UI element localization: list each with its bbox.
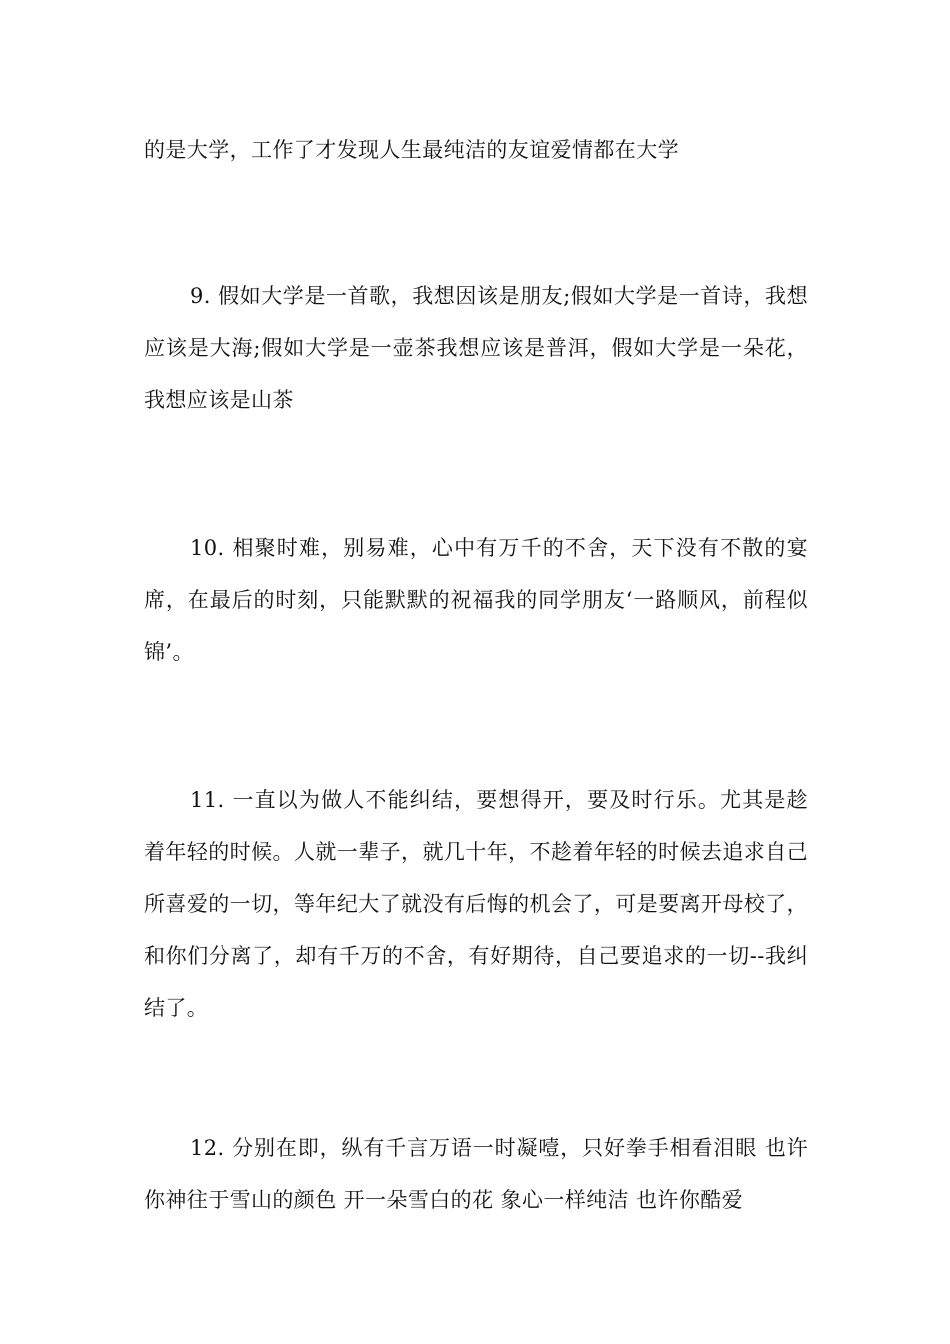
paragraph-item-12: 12. 分别在即，纵有千言万语一时凝噎，只好拳手相看泪眼 也许你神往于雪山的颜色 开一朵雪白的花 象心一样纯洁 也许你酷爱 [144, 1136, 808, 1212]
paragraph-item-11: 11. 一直以为做人不能纠结，要想得开，要及时行乐。尤其是趁着年轻的时候。人就一辈子，就几十年，不趁着年轻的时候去追求自己所喜爱的一切，等年纪大了就没有后悔的机会了，可是要离开母校了，和你们分离了，却有千万的不舍，有好期待，自己要追求的一切--我纠结了。 [144, 788, 808, 1020]
paragraph-item-9: 9. 假如大学是一首歌，我想因该是朋友;假如大学是一首诗，我想应该是大海;假如大学是一壶茶我想应该是普洱，假如大学是一朵花，我想应该是山茶 [144, 284, 808, 412]
paragraph-item-10: 10. 相聚时难，别易难，心中有万千的不舍，天下没有不散的宴席，在最后的时刻，只能默默的祝福我的同学朋友‘一路顺风，前程似锦’。 [144, 536, 808, 664]
paragraph-continuation: 的是大学，工作了才发现人生最纯洁的友谊爱情都在大学 [144, 138, 679, 162]
